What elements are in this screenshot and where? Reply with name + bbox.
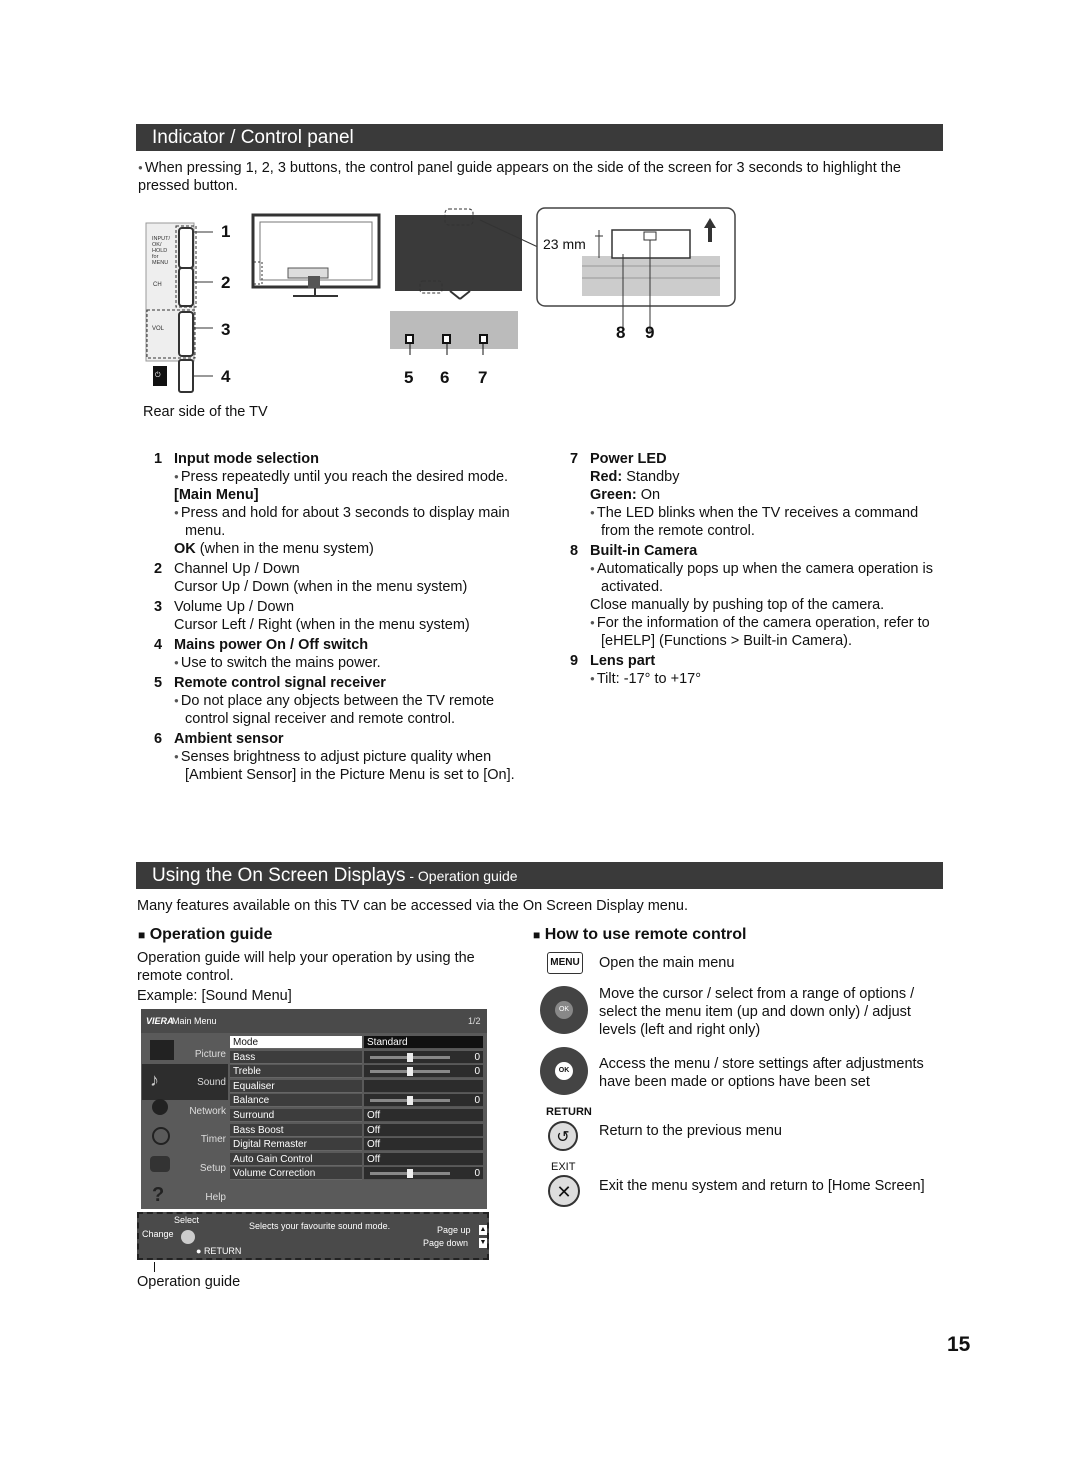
legend-title: Volume Up / Down xyxy=(174,599,295,615)
panel-label-vol: VOL xyxy=(152,326,165,332)
callout-9: 9 xyxy=(645,323,655,342)
legend-item-8 xyxy=(570,542,945,650)
legend-title: Mains power On / Off switch xyxy=(174,637,369,653)
legend-line-text: [Main Menu] xyxy=(174,487,259,503)
legend-line xyxy=(590,504,945,540)
menu-row-label: Auto Gain Control xyxy=(230,1153,362,1166)
osd-intro: Many features available on this TV can be accessed via the On Screen Display menu. xyxy=(137,898,689,914)
callout-8: 8 xyxy=(616,323,626,342)
menu-row-label: Bass xyxy=(230,1051,362,1064)
viera-logo: VIERA xyxy=(146,1016,174,1026)
menu-row-value: Off xyxy=(367,1139,381,1151)
menu-row-value-cell xyxy=(364,1080,483,1093)
legend-line xyxy=(590,614,945,650)
setup-icon xyxy=(150,1156,170,1172)
legend-item-1 xyxy=(154,450,524,558)
menu-row-value-cell xyxy=(364,1138,483,1151)
legend-item-6 xyxy=(154,730,524,784)
operation-guide-caption: Operation guide xyxy=(137,1274,241,1290)
legend-line xyxy=(174,616,524,634)
menu-button[interactable]: MENU xyxy=(547,952,583,974)
legend-number: 5 xyxy=(154,675,163,691)
category-help[interactable]: Help xyxy=(205,1192,226,1203)
legend-line-text: On xyxy=(636,487,661,503)
menu-row-label: Equaliser xyxy=(230,1080,362,1093)
menu-row-value: Off xyxy=(367,1110,381,1121)
menu-row[interactable] xyxy=(230,1036,483,1050)
menu-row-value: 0 xyxy=(474,1095,480,1107)
rear-caption: Rear side of the TV xyxy=(143,404,268,420)
menu-title: Main Menu xyxy=(172,1016,217,1026)
legend-title: Remote control signal receiver xyxy=(174,675,386,691)
legend-title: Input mode selection xyxy=(174,451,320,467)
legend-line xyxy=(590,560,945,596)
section-title-indicator: Indicator / Control panel xyxy=(136,124,943,151)
legend-line xyxy=(174,504,524,540)
legend-number: 2 xyxy=(154,561,163,577)
remote-menu-text: Open the main menu xyxy=(599,955,735,971)
measure-label: 23 mm xyxy=(543,236,586,252)
legend-title: Channel Up / Down xyxy=(174,561,300,577)
legend-item-5 xyxy=(154,674,524,728)
menu-row-label: Treble xyxy=(230,1065,362,1078)
guide-description: Selects your favourite sound mode. xyxy=(249,1221,391,1231)
remote-heading: ■ How to use remote control xyxy=(533,926,747,943)
legend-number: 1 xyxy=(154,451,163,467)
legend-number: 9 xyxy=(570,653,579,669)
callout-6: 6 xyxy=(440,368,450,387)
menu-row-label: Digital Remaster xyxy=(230,1138,362,1151)
legend-line-text: Press and hold for about 3 seconds to display main menu. xyxy=(180,505,510,539)
picture-icon xyxy=(150,1040,174,1060)
menu-row[interactable] xyxy=(230,1153,483,1167)
legend-line-text: Close manually by pushing top of the camera. xyxy=(590,597,885,613)
example-label: Example: [Sound Menu] xyxy=(137,988,292,1004)
guide-change: Change xyxy=(142,1229,174,1239)
menu-row-value-cell xyxy=(364,1167,483,1180)
legend-line-text: Senses brightness to adjust picture quality when [Ambient Sensor] in the Picture Menu is set to [On]. xyxy=(180,749,515,783)
menu-row-slider[interactable] xyxy=(370,1099,450,1102)
page-up-icon: ▲ xyxy=(479,1226,487,1233)
legend-line xyxy=(590,486,945,504)
legend-line xyxy=(590,468,945,486)
menu-row-value-cell xyxy=(364,1051,483,1064)
legend-title: Lens part xyxy=(590,653,656,669)
menu-row[interactable] xyxy=(230,1080,483,1094)
menu-row-value-cell xyxy=(364,1109,483,1122)
callout-5: 5 xyxy=(404,368,414,387)
intro-text: ● When pressing 1, 2, 3 buttons, the control panel guide appears on the side of the screen for 3 seconds to highlight the pressed button. xyxy=(138,159,938,195)
legend-line xyxy=(590,596,945,614)
guide-page-up: Page up xyxy=(437,1225,471,1235)
legend-item-3 xyxy=(154,598,524,634)
guide-leader-line xyxy=(154,1262,155,1272)
remote-exit-text: Exit the menu system and return to [Home Screen] xyxy=(599,1178,925,1194)
legend-line-text: Standby xyxy=(622,469,680,485)
menu-row-value: Standard xyxy=(367,1037,408,1048)
menu-row-label: Bass Boost xyxy=(230,1124,362,1137)
legend-line-text: Press repeatedly until you reach the desired mode. xyxy=(180,469,509,485)
page-number: 15 xyxy=(947,1333,971,1356)
callout-4: 4 xyxy=(221,367,231,386)
sound-icon: ♪ xyxy=(150,1070,159,1090)
help-icon: ? xyxy=(152,1184,165,1206)
menu-row-value-cell xyxy=(364,1036,483,1049)
menu-row[interactable] xyxy=(230,1051,483,1065)
remote-return-text: Return to the previous menu xyxy=(599,1123,782,1139)
legend-number: 3 xyxy=(154,599,163,615)
legend-line xyxy=(174,486,524,504)
page-down-icon: ▼ xyxy=(479,1239,487,1246)
timer-icon xyxy=(152,1127,170,1145)
guide-select: Select xyxy=(174,1215,200,1225)
menu-row[interactable] xyxy=(230,1094,483,1108)
slider-knob[interactable] xyxy=(407,1067,413,1076)
legend-number: 8 xyxy=(570,543,579,559)
panel-label-ch: CH xyxy=(153,282,162,288)
menu-page: 1/2 xyxy=(468,1016,481,1026)
power-icon: ⏻ xyxy=(155,372,161,379)
menu-row-label: Balance xyxy=(230,1094,362,1107)
guide-return: ● RETURN xyxy=(196,1246,242,1256)
operation-guide-heading: ■ Operation guide xyxy=(138,926,273,943)
legend-line-prefix: Red: xyxy=(590,469,623,485)
menu-row-slider[interactable] xyxy=(370,1070,450,1073)
menu-row-value: Off xyxy=(367,1153,381,1165)
operation-guide-text: Operation guide will help your operation by using the remote control. xyxy=(137,950,475,984)
callout-1: 1 xyxy=(221,222,231,241)
slider-knob[interactable] xyxy=(407,1096,413,1105)
return-label: RETURN xyxy=(546,1106,592,1118)
guide-dpad-icon xyxy=(181,1230,195,1244)
legend-item-4 xyxy=(154,636,524,672)
category-network[interactable]: Network xyxy=(189,1106,226,1117)
menu-row[interactable] xyxy=(230,1124,483,1138)
legend-line xyxy=(174,654,524,672)
legend-line-prefix: Green: xyxy=(590,487,637,503)
legend-line-text: Use to switch the mains power. xyxy=(180,655,381,671)
menu-row-value: 0 xyxy=(474,1168,480,1180)
menu-row-value-cell xyxy=(364,1094,483,1107)
legend-line-text: Tilt: -17° to +17° xyxy=(596,671,701,687)
items-left-list xyxy=(154,450,524,786)
legend-title: Power LED xyxy=(590,451,667,467)
menu-row-label: Surround xyxy=(230,1109,362,1122)
ok-label-icon: OK xyxy=(555,1062,573,1080)
return-button-icon[interactable]: ↺ xyxy=(548,1121,578,1151)
menu-row-value: Off xyxy=(367,1124,381,1136)
legend-item-9 xyxy=(570,652,945,688)
legend-title: Built-in Camera xyxy=(590,543,698,559)
menu-row[interactable] xyxy=(230,1167,483,1181)
legend-line-text: For the information of the camera operation, refer to [eHELP] (Functions > Built-in Camera). xyxy=(596,615,930,649)
slider-knob[interactable] xyxy=(407,1169,413,1178)
legend-line-text: (when in the menu system) xyxy=(195,541,374,557)
category-picture[interactable]: Picture xyxy=(194,1049,226,1060)
category-timer[interactable]: Timer xyxy=(200,1134,226,1145)
legend-line xyxy=(174,578,524,596)
menu-row-value: 0 xyxy=(474,1066,480,1078)
menu-row-value-cell xyxy=(364,1065,483,1078)
menu-row[interactable] xyxy=(230,1065,483,1079)
legend-line xyxy=(174,468,524,486)
legend-number: 7 xyxy=(570,451,579,467)
legend-line xyxy=(174,692,524,728)
camera-detail-illustration xyxy=(470,206,738,336)
callout-3: 3 xyxy=(221,320,231,339)
dpad-ok-icon: OK xyxy=(555,1001,573,1019)
tv-rear-illustration xyxy=(248,210,383,300)
slider-knob[interactable] xyxy=(407,1053,413,1062)
legend-item-7 xyxy=(570,450,945,540)
legend-item-2 xyxy=(154,560,524,596)
legend-title: Ambient sensor xyxy=(174,731,284,747)
guide-page-down: Page down xyxy=(423,1238,469,1248)
remote-ok-text: Access the menu / store settings after adjustments have been made or options have been set xyxy=(599,1056,924,1090)
network-icon xyxy=(152,1099,168,1115)
menu-row-label: Mode xyxy=(230,1036,362,1049)
menu-row-value-cell xyxy=(364,1124,483,1137)
menu-row-slider[interactable] xyxy=(370,1172,450,1175)
panel-label-input: INPUT/ OK/ HOLD for MENU xyxy=(152,236,171,266)
legend-line xyxy=(174,540,524,558)
callout-2: 2 xyxy=(221,273,231,292)
legend-number: 6 xyxy=(154,731,163,747)
category-setup[interactable]: Setup xyxy=(199,1163,226,1174)
menu-row-slider[interactable] xyxy=(370,1056,450,1059)
menu-row[interactable] xyxy=(230,1138,483,1152)
menu-row[interactable] xyxy=(230,1109,483,1123)
legend-line xyxy=(590,670,945,688)
items-right-list xyxy=(570,450,945,690)
legend-line-text: Do not place any objects between the TV remote control signal receiver and remote control. xyxy=(180,693,495,727)
section-title-osd: Using the On Screen Displays - Operation guide xyxy=(136,862,943,889)
menu-row-value-cell xyxy=(364,1153,483,1166)
legend-line-prefix: OK xyxy=(174,541,196,557)
remote-dpad-text: Move the cursor / select from a range of options / select the menu item (up and down only) / adjust levels (left and right only) xyxy=(599,986,915,1038)
legend-number: 4 xyxy=(154,637,163,653)
legend-line xyxy=(174,748,524,784)
exit-button-icon[interactable]: ✕ xyxy=(548,1175,580,1207)
callout-7: 7 xyxy=(478,368,488,387)
exit-label: EXIT xyxy=(551,1161,576,1173)
menu-row-value: 0 xyxy=(474,1051,480,1063)
legend-line-text: Automatically pops up when the camera operation is activated. xyxy=(596,561,933,595)
legend-line-text: Cursor Left / Right (when in the menu system) xyxy=(174,617,470,633)
menu-row-label: Volume Correction xyxy=(230,1167,362,1180)
category-sound[interactable]: Sound xyxy=(197,1077,226,1088)
legend-line-text: Cursor Up / Down (when in the menu system) xyxy=(174,579,468,595)
legend-line-text: The LED blinks when the TV receives a command from the remote control. xyxy=(596,505,919,539)
